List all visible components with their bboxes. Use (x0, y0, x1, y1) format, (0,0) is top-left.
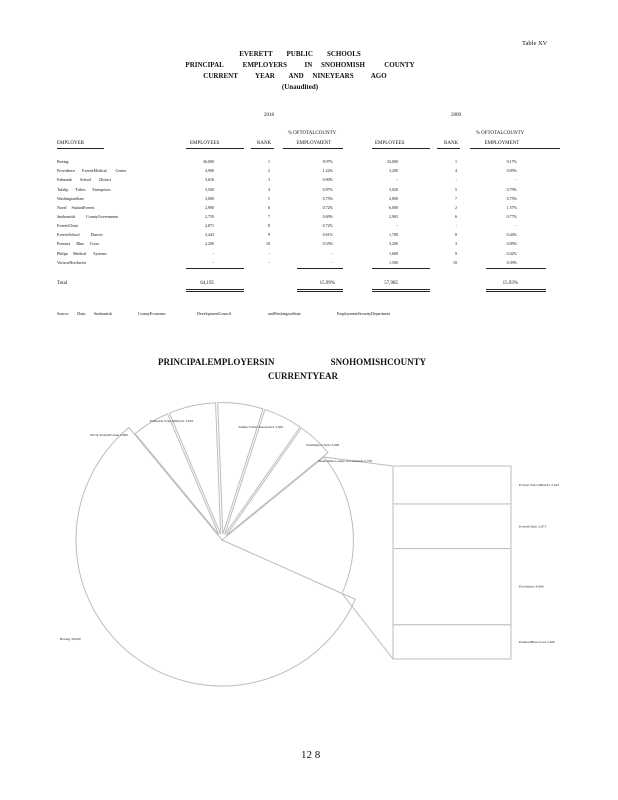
slice-label: Boeing 36,000 (60, 637, 81, 641)
title-line-1: EVERETT PUBLIC SCHOOLS (239, 50, 361, 58)
table-cell-p2: 9.17% (506, 159, 517, 164)
table-cell-r2: 3 (455, 241, 457, 246)
total-pct-prior: 15.93% (502, 281, 518, 286)
bar-label: PremeraBlue Cross 2,200 (519, 639, 555, 644)
table-cell-e1: 2,900 (205, 205, 214, 210)
table-cell-p2: 0.44% (506, 232, 517, 237)
table-cell-e1: 3,616 (205, 177, 214, 182)
table-cell-e1: 3,000 (205, 196, 214, 201)
table-cell-e1: - (212, 251, 214, 256)
bar-segment (393, 504, 511, 549)
source-c: DevelopmentCouncil (197, 311, 232, 316)
table-cell-e1: - (212, 260, 214, 265)
total-employees-prior: 57,985 (384, 281, 398, 286)
table-cell-r2: - (455, 223, 457, 228)
table-cell-p1: 8.97% (322, 159, 333, 164)
table-cell-r2: 4 (455, 168, 457, 173)
col-pct-line1-current: % OFTOTALCOUNTY (287, 131, 337, 136)
title-line-2: PRINCIPAL EMPLOYERS IN SNOHOMISH COUNTY (185, 61, 415, 69)
table-cell-r2: 2 (455, 205, 457, 210)
table-cell-p1: 0.72% (322, 223, 333, 228)
table-cell-e1: 2,759 (205, 214, 214, 219)
table-cell-e1: 4,906 (205, 168, 214, 173)
table-cell-employer: Premera Blue Cross (57, 241, 99, 246)
table-cell-p2: - (515, 177, 517, 182)
table-cell-employer: Snohomish CountyGovernment (57, 214, 118, 219)
table-label: Table XV (522, 40, 548, 47)
year-prior: 2009 (451, 113, 461, 118)
table-cell-employer: Naval StationEverett (57, 205, 95, 210)
source-e: EmploymentSecurityDepartment (337, 311, 390, 316)
source-b: CountyEconomic (138, 311, 166, 316)
year-current: 2018 (264, 113, 274, 118)
slice-label: Naval StationEverett 2,900 (90, 433, 129, 437)
table-cell-p1: 0.90% (322, 177, 333, 182)
chart-title-line-1: PRINCIPALEMPLOYERSIN SNOHOMISHCOUNTY (158, 357, 427, 367)
total-pct-current: 15.99% (319, 281, 335, 286)
col-pct-line2-prior: EMPLOYMENT (484, 141, 520, 146)
table-cell-r1: 4 (268, 187, 270, 192)
table-cell-r2: 5 (455, 187, 457, 192)
table-cell-employer: VerizonNorthwest (57, 260, 87, 265)
table-cell-e1: 2,200 (205, 241, 214, 246)
total-employees-current: 64,195 (200, 281, 214, 286)
table-cell-p1: 0.72% (322, 205, 333, 210)
table-cell-p2: 0.75% (506, 196, 517, 201)
table-cell-p2: 0.85% (506, 168, 517, 173)
table-cell-r1: 8 (268, 223, 270, 228)
table-cell-p1: 0.87% (322, 187, 333, 192)
table-cell-r1: 9 (268, 232, 270, 237)
table-cell-e2: 3,020 (389, 187, 398, 192)
table-cell-e2: 6,000 (389, 205, 398, 210)
table-cell-employer: WashingtonState (57, 196, 85, 201)
table-cell-p1: 0.61% (322, 232, 333, 237)
table-cell-employer: Boeing (57, 159, 69, 164)
col-employees-current: EMPLOYEES (190, 141, 220, 146)
table-cell-p1: 1.22% (322, 168, 333, 173)
table-cell-e1: 36,000 (203, 159, 214, 164)
table-cell-p2: 0.79% (506, 187, 517, 192)
table-cell-employer: EverettSchool District (57, 232, 103, 237)
table-cell-r2: 7 (455, 196, 457, 201)
col-pct-line1-prior: % OFTOTALCOUNTY (475, 131, 525, 136)
table-cell-r1: 6 (268, 205, 270, 210)
table-cell-p1: 0.55% (322, 241, 333, 246)
connector-line (342, 593, 393, 659)
table-cell-e2: 2,965 (389, 214, 398, 219)
col-rank-prior: RANK (444, 141, 459, 146)
table-cell-r1: 1 (268, 159, 270, 164)
table-cell-r2: 6 (455, 214, 457, 219)
col-employees-prior: EMPLOYEES (375, 141, 405, 146)
page-number: 12 8 (301, 749, 321, 761)
table-cell-p1: 0.75% (322, 196, 333, 201)
table-cell-e2: 32,000 (387, 159, 398, 164)
table-cell-e1: 3,500 (205, 187, 214, 192)
table-cell-r1: 2 (268, 168, 270, 173)
table-cell-e2: 2,800 (389, 196, 398, 201)
table-cell-e2: 3,200 (389, 241, 398, 246)
table-cell-r2: 10 (453, 260, 457, 265)
table-cell-e1: 2,443 (205, 232, 214, 237)
table-cell-r1: 10 (266, 241, 270, 246)
table-cell-r2: 8 (455, 232, 457, 237)
table-cell-e2: - (396, 177, 398, 182)
title-line-3: CURRENT YEAR AND NINEYEARS AGO (203, 72, 387, 80)
table-cell-e2: - (396, 223, 398, 228)
bar-label: Providence 4,906 (519, 584, 544, 589)
source-a: Source: Data: Snohomish (57, 311, 112, 316)
table-cell-p2: 0.39% (506, 260, 517, 265)
table-cell-r1: 5 (268, 196, 270, 201)
table-cell-employer: Edmonds School District (57, 177, 112, 182)
table-cell-e2: 1,500 (389, 260, 398, 265)
table-cell-employer: Philips Medical Systems (57, 251, 107, 256)
table-cell-r1: - (268, 251, 270, 256)
bar-label: EverettClinic 2,871 (519, 524, 547, 529)
table-cell-employer: Tulalip Tribes Enterprises (57, 187, 111, 192)
table-cell-p2: 1.57% (506, 205, 517, 210)
table-cell-p2: 0.85% (506, 241, 517, 246)
table-cell-r1: - (268, 260, 270, 265)
table-cell-e2: 3,200 (389, 168, 398, 173)
table-cell-e2: 1,600 (389, 251, 398, 256)
table-cell-employer: EverettClinic (57, 223, 79, 228)
table-cell-r2: 9 (455, 251, 457, 256)
table-cell-p2: - (515, 223, 517, 228)
table-cell-p1: - (331, 260, 333, 265)
slice-label: Edmonds SchoolDistrict 3,616 (150, 419, 194, 423)
slice-label: Snohomish County Government 2,759 (318, 459, 373, 463)
bar-segment (393, 466, 511, 504)
table-cell-p1: - (331, 251, 333, 256)
source-d: andWashingtonState (268, 311, 301, 316)
title-line-4: (Unaudited) (281, 83, 319, 91)
table-cell-employer: Providence EverettMedical Center (57, 168, 127, 173)
col-pct-line2-current: EMPLOYMENT (296, 141, 332, 146)
col-rank-current: RANK (257, 141, 272, 146)
chart-title-line-2: CURRENTYEAR (268, 371, 339, 381)
slice-label: Washington State 3,000 (306, 443, 340, 447)
table-cell-r1: 7 (268, 214, 270, 219)
table-cell-p2: 0.42% (506, 251, 517, 256)
slice-label: Tulalip Tribes Enterprises 3,500 (238, 425, 283, 429)
table-cell-e1: 2,871 (205, 223, 214, 228)
table-cell-r2: - (455, 177, 457, 182)
table-cell-p1: 0.69% (322, 214, 333, 219)
table-cell-r2: 1 (455, 159, 457, 164)
table-cell-r1: 3 (268, 177, 270, 182)
col-employer: EMPLOYER (57, 141, 84, 146)
bar-segment (393, 625, 511, 659)
bar-label: Everett SchoolDistrict 2,443 (519, 482, 559, 487)
bar-segment (393, 549, 511, 625)
table-cell-p2: 0.77% (506, 214, 517, 219)
table-cell-e2: 1,700 (389, 232, 398, 237)
total-label: Total (57, 281, 68, 286)
